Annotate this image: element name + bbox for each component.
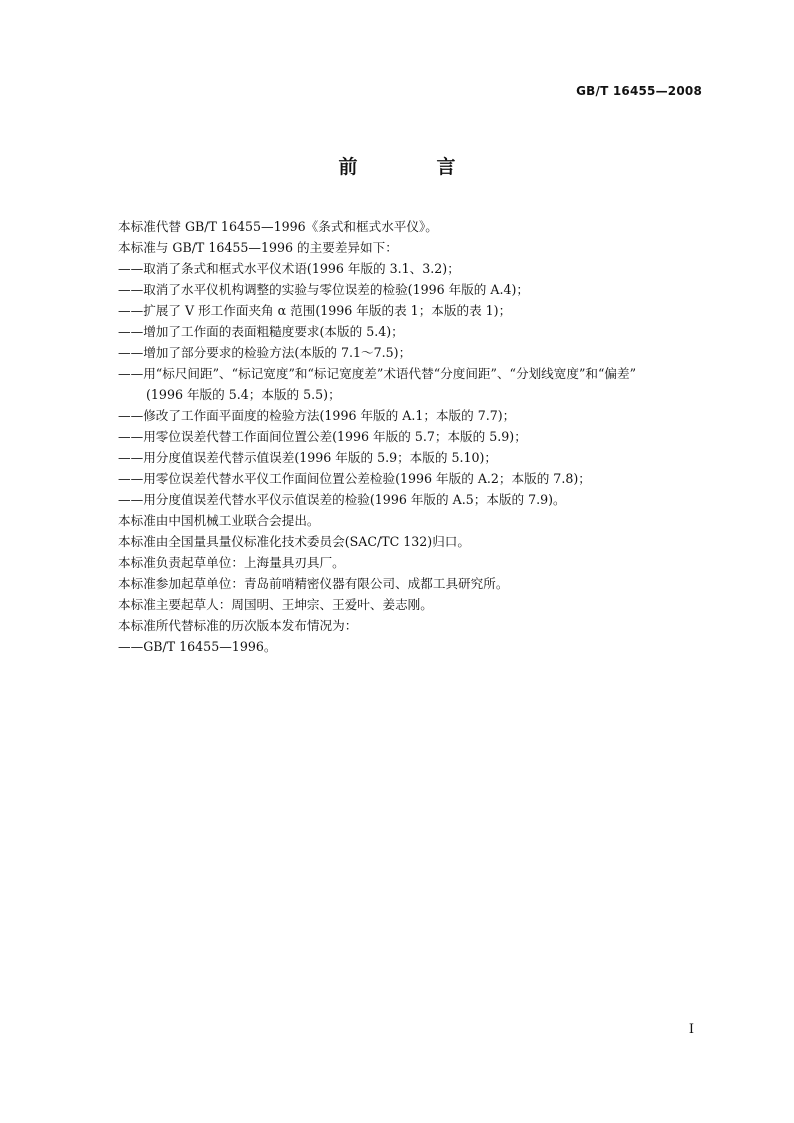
foreword-line: 本标准由中国机械工业联合会提出。: [118, 513, 320, 528]
foreword-line: ——增加了部分要求的检验方法(本版的 7.1～7.5)；: [118, 345, 412, 360]
page-title: 前 言: [338, 156, 486, 178]
foreword-line: 本标准与 GB/T 16455—1996 的主要差异如下：: [118, 240, 398, 255]
foreword-line: 本标准代替 GB/T 16455—1996《条式和框式水平仪》。: [118, 219, 438, 234]
standard-code: GB/T 16455—2008: [576, 84, 702, 98]
page-number: I: [688, 1022, 694, 1037]
foreword-line: ——用分度值误差代替水平仪示值误差的检验(1996 年版的 A.5；本版的 7.9)。: [118, 492, 566, 507]
foreword-line: 本标准由全国量具量仪标准化技术委员会(SAC/TC 132)归口。: [118, 534, 470, 549]
foreword-line: ——增加了工作面的表面粗糙度要求(本版的 5.4)；: [118, 324, 404, 339]
foreword-line: ——取消了水平仪机构调整的实验与零位误差的检验(1996 年版的 A.4)；: [118, 282, 530, 297]
foreword-line: ——用分度值误差代替示值误差(1996 年版的 5.9；本版的 5.10)；: [118, 450, 498, 465]
foreword-body: [118, 216, 718, 657]
foreword-line: ——用“标尺间距”、“标记宽度”和“标记宽度差”术语代替“分度间距”、“分划线宽度”和“偏差”: [118, 366, 637, 381]
foreword-line-continuation: (1996 年版的 5.4；本版的 5.5)；: [146, 387, 341, 402]
foreword-line: ——用零位误差代替工作面间位置公差(1996 年版的 5.7；本版的 5.9)；: [118, 429, 527, 444]
foreword-line: ——修改了工作面平面度的检验方法(1996 年版的 A.1；本版的 7.7)；: [118, 408, 516, 423]
foreword-line: 本标准所代替标准的历次版本发布情况为：: [118, 618, 358, 633]
foreword-line: 本标准参加起草单位：青岛前哨精密仪器有限公司、成都工具研究所。: [118, 576, 509, 591]
foreword-line: 本标准主要起草人：周国明、王坤宗、王爱叶、姜志刚。: [118, 597, 433, 612]
foreword-line: ——取消了条式和框式水平仪术语(1996 年版的 3.1、3.2)；: [118, 261, 460, 276]
foreword-line: 本标准负责起草单位：上海量具刃具厂。: [118, 555, 345, 570]
foreword-line: ——GB/T 16455—1996。: [118, 639, 277, 654]
foreword-line: ——扩展了 V 形工作面夹角 α 范围(1996 年版的表 1；本版的表 1)；: [118, 303, 512, 318]
foreword-line: ——用零位误差代替水平仪工作面间位置公差检验(1996 年版的 A.2；本版的 7.8)；: [118, 471, 591, 486]
